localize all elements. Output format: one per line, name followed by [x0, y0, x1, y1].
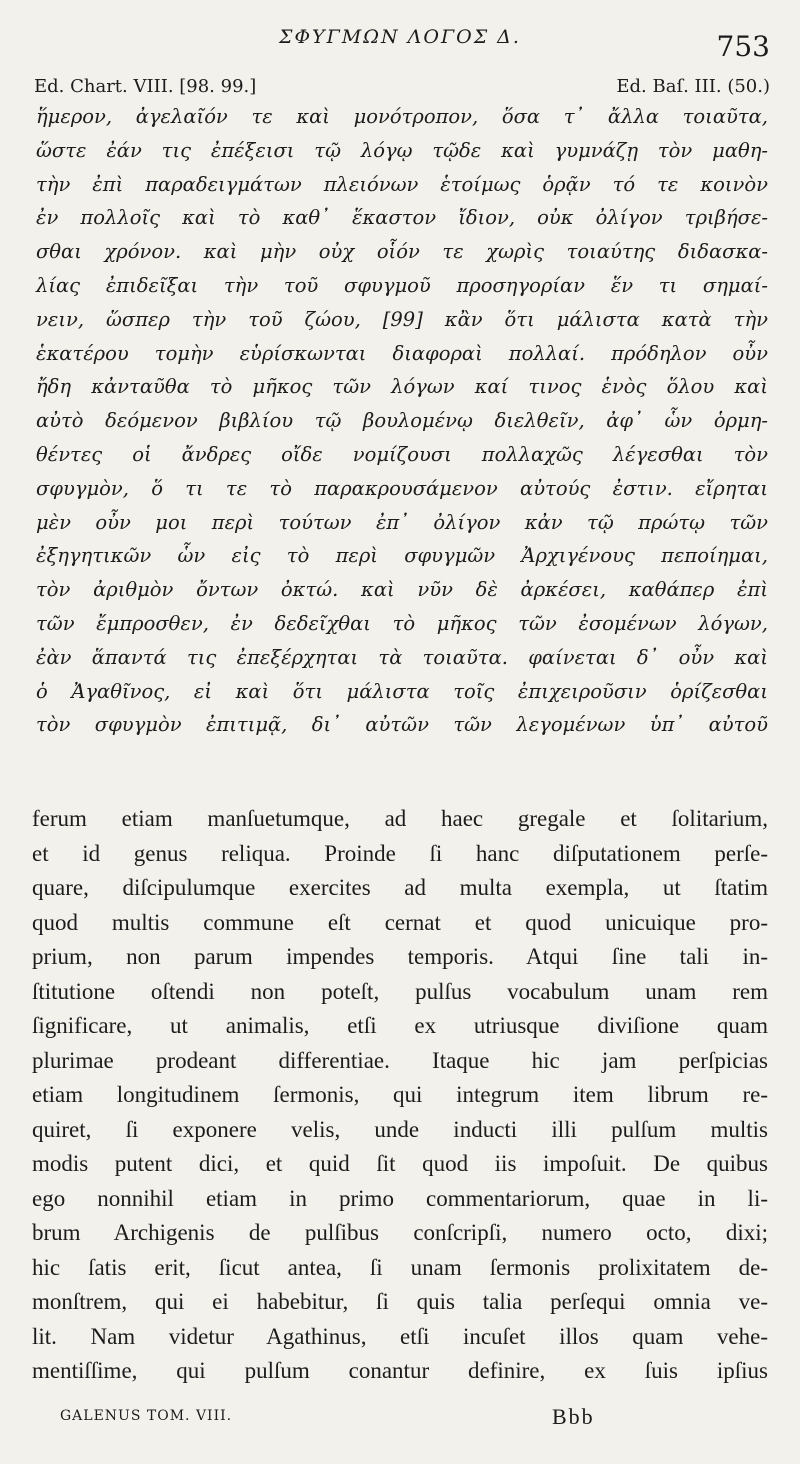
- latin-line: plurimae prodeant differentiae. Itaque hic jam perſpicias: [32, 1047, 768, 1073]
- greek-line: τῶν ἔμπροσθεν, ἐν δεδεῖχθαι τὸ μῆκος τῶν ἐσομένων λόγων,: [36, 611, 768, 635]
- latin-line: monſtrem, qui ei habebitur, ſi quis talia perſequi omnia ve-: [32, 1289, 768, 1314]
- greek-line: τὴν ἐπὶ παραδειγμάτων πλειόνων ἑτοίμως ὁρᾷν τό τε κοινὸν: [36, 172, 768, 196]
- greek-line: σφυγμὸν, ὅ τι τε τὸ παρακρουσάμενον αὐτούς ἐστιν. εἴρηται: [36, 476, 768, 500]
- latin-line: quod multis commune eſt cernat et quod unicuique pro-: [32, 909, 768, 935]
- greek-line: μὲν οὖν μοι περὶ τούτων ἐπ᾽ ὀλίγον κἀν τῷ πρώτῳ τῶν: [36, 510, 768, 534]
- greek-line: λίας ἐπιδεῖξαι τὴν τοῦ σφυγμοῦ προσηγορίαν ἕν τι σημαί-: [36, 273, 768, 297]
- greek-line: ὥστε ἐάν τις ἐπέξεισι τῷ λόγῳ τῷδε καὶ γυμνάζῃ τὸν μαθη-: [36, 138, 768, 162]
- latin-text-block: [32, 802, 768, 1389]
- running-title: ΣΦΥΓΜΩΝ ΛΟΓΟΣ Δ.: [279, 26, 521, 48]
- page-number: 753: [716, 30, 770, 63]
- greek-line: θέντες οἱ ἄνδρες οἴδε νομίζουσι πολλαχῶς λέγεσθαι τὸν: [36, 442, 768, 466]
- latin-line: quare, diſcipulumque exercites ad multa exempla, ut ſtatim: [32, 875, 768, 900]
- latin-line: brum Archigenis de pulſibus conſcripſi, numero octo, dixi;: [32, 1220, 768, 1245]
- latin-line: et id genus reliqua. Proinde ſi hanc diſputationem perſe-: [32, 840, 768, 866]
- greek-line: αὐτὸ δεόμενον βιβλίου τῷ βουλομένῳ διελθεῖν, ἀφ᾽ ὧν ὁρμη-: [36, 409, 768, 433]
- latin-line: hic ſatis erit, ſicut antea, ſi unam ſermonis prolixitatem de-: [32, 1254, 768, 1280]
- edition-reference-right: Ed. Baſ. III. (50.): [616, 76, 770, 97]
- edition-reference-left: Ed. Chart. VIII. [98. 99.]: [34, 76, 257, 97]
- latin-line: ſtitutione oſtendi non poteſt, pulſus vocabulum unam rem: [32, 978, 768, 1004]
- latin-line: ferum etiam manſuetumque, ad haec gregale et ſolitarium,: [32, 806, 768, 831]
- latin-line: ego nonnihil etiam in primo commentariorum, quae in li-: [32, 1185, 768, 1211]
- greek-line: ἑκατέρου τομὴν εὑρίσκωνται διαφοραὶ πολλαί. πρόδηλον οὖν: [36, 341, 768, 365]
- greek-line: νειν, ὥσπερ τὴν τοῦ ζώου, [99] κἂν ὅτι μάλιστα κατὰ τὴν: [36, 307, 768, 331]
- latin-line: etiam longitudinem ſermonis, qui integrum item librum re-: [32, 1082, 768, 1107]
- latin-line: prium, non parum impendes temporis. Atqui ſine tali in-: [32, 944, 768, 969]
- greek-text-block: [36, 100, 768, 742]
- greek-line: ἤδη κἀνταῦθα τὸ μῆκος τῶν λόγων καί τινος ἑνὸς ὅλου καὶ: [36, 375, 768, 399]
- footer-volume: GALENUS TOM. VIII.: [60, 1408, 233, 1424]
- latin-line: modis putent dici, et quid ſit quod iis impoſuit. De quibus: [32, 1151, 768, 1176]
- latin-line: ſignificare, ut animalis, etſi ex utriusque diviſione quam: [32, 1013, 768, 1038]
- latin-line: lit. Nam videtur Agathinus, etſi incuſet illos quam vehe-: [32, 1323, 768, 1349]
- greek-line: σθαι χρόνον. καὶ μὴν οὐχ οἷόν τε χωρὶς τοιαύτης διδασκα-: [36, 240, 768, 264]
- greek-line: ὁ Ἀγαθῖνος, εἰ καὶ ὅτι μάλιστα τοῖς ἐπιχειροῦσιν ὁρίζεσθαι: [36, 679, 768, 703]
- greek-line: τὸν ἀριθμὸν ὄντων ὀκτώ. καὶ νῦν δὲ ἀρκέσει, καθάπερ ἐπὶ: [36, 578, 768, 602]
- greek-line: ἐξηγητικῶν ὧν εἰς τὸ περὶ σφυγμῶν Ἀρχιγένους πεποίημαι,: [36, 544, 768, 568]
- latin-line: mentiſſime, qui pulſum conantur definire, ex ſuis ipſius: [32, 1358, 768, 1383]
- greek-line: τὸν σφυγμὸν ἐπιτιμᾷ, δι᾽ αὐτῶν τῶν λεγομένων ὑπ᾽ αὐτοῦ: [36, 713, 768, 737]
- greek-line: ἥμερον, ἀγελαῖόν τε καὶ μονότροπον, ὅσα τ᾽ ἄλλα τοιαῦτα,: [36, 105, 768, 128]
- greek-line: ἐὰν ἅπαντά τις ἐπεξέρχηται τὰ τοιαῦτα. φαίνεται δ᾽ οὖν καὶ: [36, 645, 768, 669]
- greek-line: ἐν πολλοῖς καὶ τὸ καθ᾽ ἕκαστον ἴδιον, οὐκ ὀλίγον τριβήσε-: [36, 206, 768, 230]
- latin-line: quiret, ſi exponere velis, unde inducti illi pulſum multis: [32, 1116, 768, 1142]
- footer-signature: Bbb: [552, 1404, 595, 1429]
